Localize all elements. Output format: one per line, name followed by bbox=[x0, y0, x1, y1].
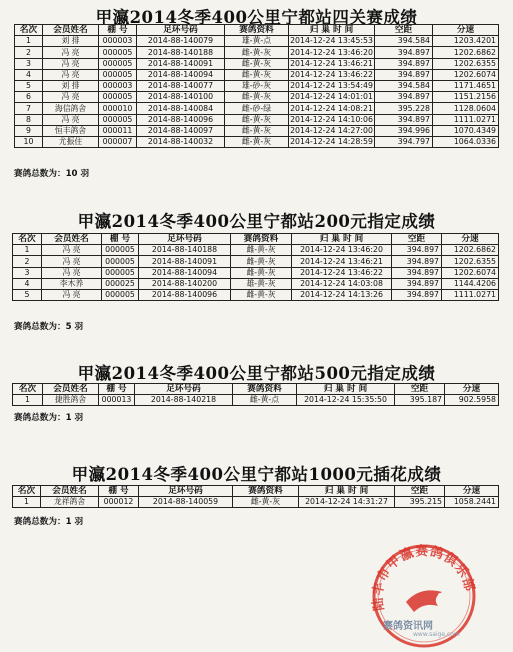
table-row bbox=[13, 245, 499, 256]
table-cell: 1202.6074 bbox=[433, 69, 499, 80]
table-header-row bbox=[15, 25, 499, 36]
table-cell: 雌-砂-绿 bbox=[225, 103, 289, 114]
table-cell: 2014-12-24 13:46:20 bbox=[292, 245, 392, 256]
table-cell: 394.897 bbox=[392, 256, 442, 267]
results-table bbox=[12, 383, 499, 406]
results-table bbox=[12, 233, 499, 301]
table-cell: 冯 亮 bbox=[43, 69, 99, 80]
table-cell: 4 bbox=[13, 278, 42, 289]
table-row bbox=[15, 114, 499, 125]
column-header: 足环号码 bbox=[139, 486, 233, 497]
results-table bbox=[14, 24, 499, 148]
table-cell: 2014-12-24 13:46:22 bbox=[292, 267, 392, 278]
table-cell: 雄-砂-灰 bbox=[225, 80, 289, 91]
table-cell: 冯 亮 bbox=[42, 289, 102, 300]
results-table bbox=[12, 485, 499, 508]
table-cell: 2014-12-24 14:28:59 bbox=[290, 137, 373, 147]
table-cell: 394.897 bbox=[375, 69, 433, 80]
table-row bbox=[15, 58, 499, 69]
table-header-row bbox=[13, 234, 499, 245]
table-cell: 冯 亮 bbox=[43, 47, 99, 58]
table-row bbox=[15, 136, 499, 147]
table-cell: 1 bbox=[15, 36, 43, 47]
table-cell: 394.897 bbox=[392, 278, 442, 289]
table-cell: 000005 bbox=[99, 114, 137, 125]
table-cell: 000005 bbox=[102, 256, 139, 267]
table-cell: 2014-12-24 14:01:01 bbox=[290, 92, 373, 102]
table-cell: 394.897 bbox=[375, 92, 433, 103]
table-cell: 2014-12-24 13:46:20 bbox=[290, 47, 373, 57]
table-cell: 海信鸽舍 bbox=[43, 103, 99, 114]
table-cell: 394.897 bbox=[392, 289, 442, 300]
section-title: 甲瀛2014冬季400公里宁都站四关赛成绩 bbox=[95, 8, 418, 27]
table-cell: 1 bbox=[13, 245, 42, 256]
table-cell: 2014-12-24 13:54:49 bbox=[290, 81, 373, 91]
table-cell: 恒丰鸽舍 bbox=[43, 125, 99, 136]
table-cell: 8 bbox=[15, 114, 43, 125]
table-cell: 395.228 bbox=[375, 103, 433, 114]
table-cell: 4 bbox=[15, 69, 43, 80]
table-cell: 雌-黄-灰 bbox=[225, 136, 289, 147]
table-cell: 1064.0336 bbox=[433, 136, 499, 147]
table-cell: 000003 bbox=[99, 36, 137, 47]
column-header: 归 巢 时 间 bbox=[299, 486, 395, 497]
table-cell: 雌-黄-灰 bbox=[225, 125, 289, 136]
column-header: 名次 bbox=[13, 486, 41, 497]
table-cell: 000005 bbox=[99, 92, 137, 103]
table-cell: 2014-12-24 15:35:50 bbox=[297, 395, 395, 406]
table-header-row bbox=[13, 384, 499, 395]
table-row bbox=[13, 289, 499, 300]
table-cell: 000007 bbox=[99, 136, 137, 147]
table-cell: 1203.4201 bbox=[433, 36, 499, 47]
table-cell: 2014-88-140091 bbox=[139, 256, 231, 267]
table-cell: 394.897 bbox=[392, 267, 442, 278]
total-count: 赛鸽总数为：1 羽 bbox=[14, 413, 84, 423]
table-cell: 冯 亮 bbox=[42, 267, 102, 278]
table-cell: 李木养 bbox=[42, 278, 102, 289]
table-cell: 1144.4206 bbox=[442, 278, 499, 289]
table-cell: 雄-黄-点 bbox=[225, 36, 289, 47]
table-cell: 2014-88-140084 bbox=[137, 103, 225, 114]
table-cell: 冯 亮 bbox=[43, 58, 99, 69]
column-header: 归 巢 时 间 bbox=[297, 384, 395, 395]
table-cell: 394.897 bbox=[375, 114, 433, 125]
table-cell: 冯 亮 bbox=[43, 114, 99, 125]
table-cell: 2014-88-140094 bbox=[137, 69, 225, 80]
table-cell: 雌-黄-灰 bbox=[231, 289, 292, 300]
table-cell: 000011 bbox=[99, 125, 137, 136]
table-cell: 2014-12-24 14:27:00 bbox=[290, 125, 373, 135]
table-cell: 000025 bbox=[102, 278, 139, 289]
table-cell: 雌-黄-灰 bbox=[231, 267, 292, 278]
table-row bbox=[13, 278, 499, 289]
table-cell: 000005 bbox=[99, 47, 137, 58]
table-cell: 1151.2156 bbox=[433, 92, 499, 103]
table-cell: 2014-88-140077 bbox=[137, 80, 225, 91]
table-row bbox=[15, 47, 499, 58]
table-cell: 2014-12-24 13:45:53 bbox=[290, 36, 373, 46]
column-header: 会员姓名 bbox=[42, 234, 102, 245]
table-cell: 1202.6355 bbox=[442, 256, 499, 267]
table-cell: 1171.4651 bbox=[433, 80, 499, 91]
table-cell: 冯 亮 bbox=[42, 256, 102, 267]
total-count: 赛鸽总数为：10 羽 bbox=[14, 169, 90, 179]
column-header: 分速 bbox=[433, 25, 499, 36]
table-cell: 雌-黄-灰 bbox=[225, 114, 289, 125]
table-cell: 2014-88-140091 bbox=[137, 58, 225, 69]
table-cell: 1202.6862 bbox=[442, 245, 499, 256]
table-cell: 902.5958 bbox=[445, 395, 499, 406]
table-cell: 3 bbox=[15, 58, 43, 69]
table-cell: 000012 bbox=[99, 497, 139, 508]
table-row bbox=[13, 267, 499, 278]
table-cell: 冯 亮 bbox=[42, 245, 102, 256]
section-title: 甲瀛2014冬季400公里宁都站200元指定成绩 bbox=[77, 212, 436, 231]
table-cell: 雌-黄-灰 bbox=[225, 47, 289, 58]
table-cell: 394.996 bbox=[375, 125, 433, 136]
total-count: 赛鸽总数为：5 羽 bbox=[14, 322, 84, 332]
table-cell: 394.584 bbox=[375, 80, 433, 91]
table-cell: 2014-88-140079 bbox=[137, 36, 225, 47]
column-header: 会员姓名 bbox=[43, 25, 99, 36]
column-header: 棚 号 bbox=[102, 234, 139, 245]
column-header: 名次 bbox=[13, 384, 43, 395]
table-cell: 尤振住 bbox=[43, 136, 99, 147]
column-header: 棚 号 bbox=[99, 486, 139, 497]
column-header: 棚 号 bbox=[99, 25, 137, 36]
table-cell: 1070.4349 bbox=[433, 125, 499, 136]
table-cell: 2014-88-140218 bbox=[135, 395, 233, 406]
table-cell: 2 bbox=[13, 256, 42, 267]
table-cell: 2014-12-24 14:10:06 bbox=[290, 114, 373, 124]
table-cell: 1111.0271 bbox=[433, 114, 499, 125]
column-header: 分速 bbox=[445, 384, 499, 395]
table-cell: 龙祥鸽舍 bbox=[41, 497, 99, 508]
table-cell: 雄-黄-灰 bbox=[231, 278, 292, 289]
table-cell: 000013 bbox=[99, 395, 135, 406]
table-cell: 2014-88-140100 bbox=[137, 92, 225, 103]
table-cell: 刘 排 bbox=[43, 36, 99, 47]
table-cell: 2014-12-24 14:03:08 bbox=[292, 278, 392, 289]
table-row bbox=[15, 69, 499, 80]
table-row bbox=[15, 80, 499, 91]
table-row bbox=[15, 92, 499, 103]
table-cell: 2014-12-24 14:08:21 bbox=[290, 103, 373, 113]
table-cell: 1128.0604 bbox=[433, 103, 499, 114]
table-cell: 2014-88-140059 bbox=[139, 497, 233, 508]
table-cell: 雌-黄-灰 bbox=[233, 497, 299, 508]
table-cell: 1 bbox=[13, 497, 41, 508]
table-row bbox=[13, 497, 499, 508]
table-cell: 2 bbox=[15, 47, 43, 58]
table-cell: 2014-88-140188 bbox=[137, 47, 225, 58]
table-cell: 冯 亮 bbox=[43, 92, 99, 103]
column-header: 名次 bbox=[13, 234, 42, 245]
table-cell: 000003 bbox=[99, 80, 137, 91]
column-header: 会员姓名 bbox=[41, 486, 99, 497]
table-cell: 394.897 bbox=[375, 47, 433, 58]
table-cell: 000010 bbox=[99, 103, 137, 114]
section-title: 甲瀛2014冬季400公里宁都站1000元插花成绩 bbox=[71, 465, 442, 484]
watermark-url: www.saige.com bbox=[413, 631, 460, 638]
table-cell: 1202.6862 bbox=[433, 47, 499, 58]
table-row bbox=[15, 103, 499, 114]
table-row bbox=[13, 395, 499, 406]
table-cell: 1111.0271 bbox=[442, 289, 499, 300]
table-cell: 1058.2441 bbox=[445, 497, 499, 508]
table-cell: 000005 bbox=[102, 267, 139, 278]
table-row bbox=[13, 256, 499, 267]
table-cell: 2014-88-140097 bbox=[137, 125, 225, 136]
table-cell: 2014-12-24 13:46:21 bbox=[290, 58, 373, 68]
column-header: 空距 bbox=[392, 234, 442, 245]
table-cell: 1202.6074 bbox=[442, 267, 499, 278]
column-header: 空距 bbox=[375, 25, 433, 36]
table-cell: 1 bbox=[13, 395, 43, 406]
table-cell: 2014-88-140200 bbox=[139, 278, 231, 289]
table-cell: 雌-黄-灰 bbox=[231, 256, 292, 267]
column-header: 赛鸽资料 bbox=[225, 25, 289, 36]
site-watermark bbox=[383, 617, 460, 638]
table-cell: 000005 bbox=[99, 69, 137, 80]
column-header: 分速 bbox=[445, 486, 499, 497]
watermark-main: 赛鸽资讯网 bbox=[383, 621, 433, 632]
table-cell: 刘 排 bbox=[43, 80, 99, 91]
table-cell: 2014-88-140096 bbox=[137, 114, 225, 125]
section-title: 甲瀛2014冬季400公里宁都站500元指定成绩 bbox=[77, 364, 436, 383]
table-cell: 394.897 bbox=[392, 245, 442, 256]
table-cell: 雌-黄-点 bbox=[233, 395, 297, 406]
table-cell: 雌-黄-灰 bbox=[225, 92, 289, 103]
table-cell: 9 bbox=[15, 125, 43, 136]
column-header: 赛鸽资料 bbox=[233, 486, 299, 497]
table-cell: 雌-黄-灰 bbox=[225, 58, 289, 69]
table-cell: 394.797 bbox=[375, 136, 433, 147]
column-header: 名次 bbox=[15, 25, 43, 36]
column-header: 足环号码 bbox=[139, 234, 231, 245]
table-cell: 雌-黄-灰 bbox=[231, 245, 292, 256]
table-cell: 395.215 bbox=[395, 497, 445, 508]
table-cell: 10 bbox=[15, 136, 43, 147]
table-cell: 2014-12-24 13:46:22 bbox=[290, 69, 373, 79]
column-header: 分速 bbox=[442, 234, 499, 245]
table-cell: 394.897 bbox=[375, 58, 433, 69]
column-header: 棚 号 bbox=[99, 384, 135, 395]
column-header: 赛鸽资料 bbox=[231, 234, 292, 245]
table-cell: 394.584 bbox=[375, 36, 433, 47]
column-header: 会员姓名 bbox=[43, 384, 99, 395]
pigeon-emblem-icon bbox=[406, 590, 442, 612]
table-cell: 000005 bbox=[102, 289, 139, 300]
seal-text: 陆丰市甲瀛赛鸽俱乐部 bbox=[370, 543, 477, 612]
table-cell: 2014-12-24 14:31:27 bbox=[299, 497, 395, 508]
column-header: 归 巢 时 间 bbox=[292, 234, 392, 245]
table-cell: 2014-88-140094 bbox=[139, 267, 231, 278]
total-count: 赛鸽总数为：1 羽 bbox=[14, 517, 84, 527]
table-cell: 5 bbox=[13, 289, 42, 300]
column-header: 归 巢 时 间 bbox=[289, 25, 375, 36]
column-header: 足环号码 bbox=[135, 384, 233, 395]
table-cell: 000005 bbox=[102, 245, 139, 256]
table-cell: 捷胜鸽舍 bbox=[43, 395, 99, 406]
table-cell: 6 bbox=[15, 92, 43, 103]
table-cell: 395.187 bbox=[395, 395, 445, 406]
table-cell: 2014-88-140032 bbox=[137, 136, 225, 147]
column-header: 空距 bbox=[395, 486, 445, 497]
column-header: 赛鸽资料 bbox=[233, 384, 297, 395]
table-row bbox=[15, 125, 499, 136]
table-cell: 雌-黄-灰 bbox=[225, 69, 289, 80]
column-header: 足环号码 bbox=[137, 25, 225, 36]
table-header-row bbox=[13, 486, 499, 497]
table-cell: 3 bbox=[13, 267, 42, 278]
table-cell: 7 bbox=[15, 103, 43, 114]
table-cell: 5 bbox=[15, 80, 43, 91]
table-cell: 000005 bbox=[99, 58, 137, 69]
table-cell: 2014-12-24 14:13:26 bbox=[292, 289, 392, 300]
table-cell: 2014-12-24 13:46:21 bbox=[292, 256, 392, 267]
table-cell: 2014-88-140188 bbox=[139, 245, 231, 256]
table-cell: 2014-88-140096 bbox=[139, 289, 231, 300]
table-cell: 1202.6355 bbox=[433, 58, 499, 69]
table-row bbox=[15, 36, 499, 47]
column-header: 空距 bbox=[395, 384, 445, 395]
